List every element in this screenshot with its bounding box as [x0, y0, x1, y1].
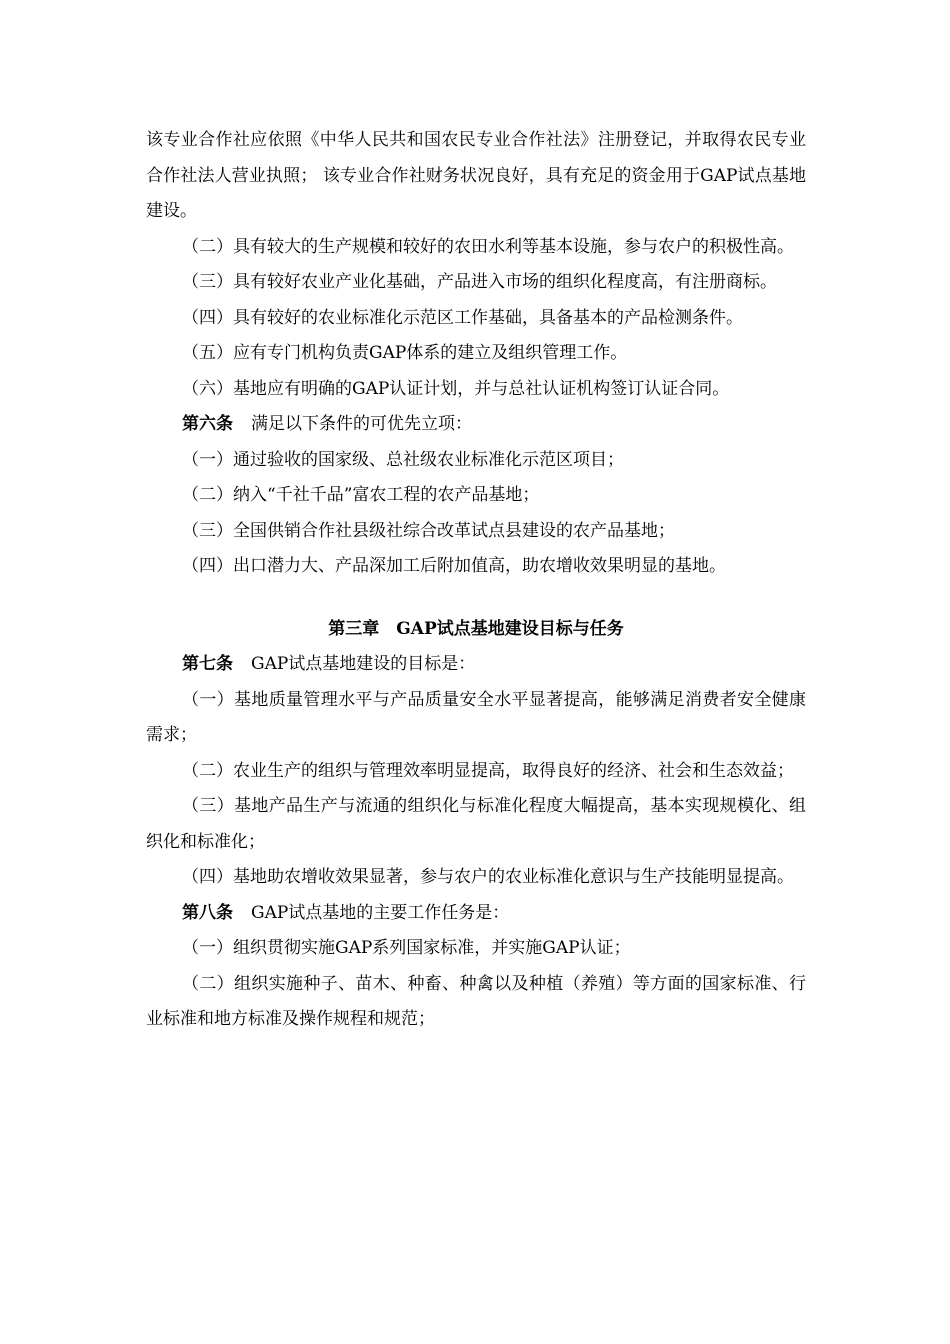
article-6-label: 第六条 — [182, 414, 233, 434]
chapter-3-heading: 第三章 GAP试点基地建设目标与任务 — [328, 618, 624, 639]
article-6-item-2: （二）纳入“千社千品”富农工程的农产品基地； — [182, 485, 540, 505]
article-7-text: GAP试点基地建设的目标是： — [251, 654, 476, 674]
article-7 — [146, 647, 806, 683]
article-8-item-2: （二）组织实施种子、苗木、种畜、种禽以及种植（养殖）等方面的国家标准、行业标准和地方标准及操作规程和规范； — [146, 973, 806, 1029]
article-7-label: 第七条 — [182, 654, 233, 674]
article-7-item-3: （三）基地产品生产与流通的组织化与标准化程度大幅提高，基本实现规模化、组织化和标准化； — [146, 796, 806, 852]
article-8-text: GAP试点基地的主要工作任务是： — [251, 902, 510, 923]
article-6-item-4: （四）出口潜力大、产品深加工后附加值高，助农增收效果明显的基地。 — [182, 556, 726, 576]
article-7-item-2: （二）农业生产的组织与管理效率明显提高，取得良好的经济、社会和生态效益； — [182, 760, 794, 781]
article-7-item-1: （一）基地质量管理水平与产品质量安全水平显著提高，能够满足消费者安全健康需求； — [146, 689, 806, 745]
paragraph-item-4: （四）具有较好的农业标准化示范区工作基础，具备基本的产品检测条件。 — [182, 307, 743, 328]
paragraph-item-2: （二）具有较大的生产规模和较好的农田水利等基本设施，参与农户的积极性高。 — [182, 236, 794, 257]
paragraph-item-5: （五）应有专门机构负责GAP体系的建立及组织管理工作。 — [182, 343, 628, 363]
article-8-label: 第八条 — [182, 902, 233, 923]
paragraph-item-6: （六）基地应有明确的GAP认证计划，并与总社认证机构签订认证合同。 — [182, 378, 730, 399]
document-body — [146, 123, 806, 1038]
article-6-item-1: （一）通过验收的国家级、总社级农业标准化示范区项目； — [182, 449, 624, 470]
article-7-item-4: （四）基地助农增收效果显著，参与农户的农业标准化意识与生产技能明显提高。 — [182, 867, 794, 887]
article-8 — [146, 896, 806, 932]
article-6 — [146, 407, 806, 443]
paragraph-registration: 该专业合作社应依照《中华人民共和国农民专业合作社法》注册登记，并取得农民专业合作社法人营业执照； 该专业合作社财务状况良好，具有充足的资金用于GAP试点基地建设。 — [146, 130, 806, 221]
article-6-item-3: （三）全国供销合作社县级社综合改革试点县建设的农产品基地； — [182, 520, 675, 541]
paragraph-item-3: （三）具有较好农业产业化基础，产品进入市场的组织化程度高，有注册商标。 — [182, 272, 777, 292]
article-6-text: 满足以下条件的可优先立项： — [251, 414, 472, 434]
article-8-item-1: （一）组织贯彻实施GAP系列国家标准，并实施GAP认证； — [182, 938, 631, 958]
